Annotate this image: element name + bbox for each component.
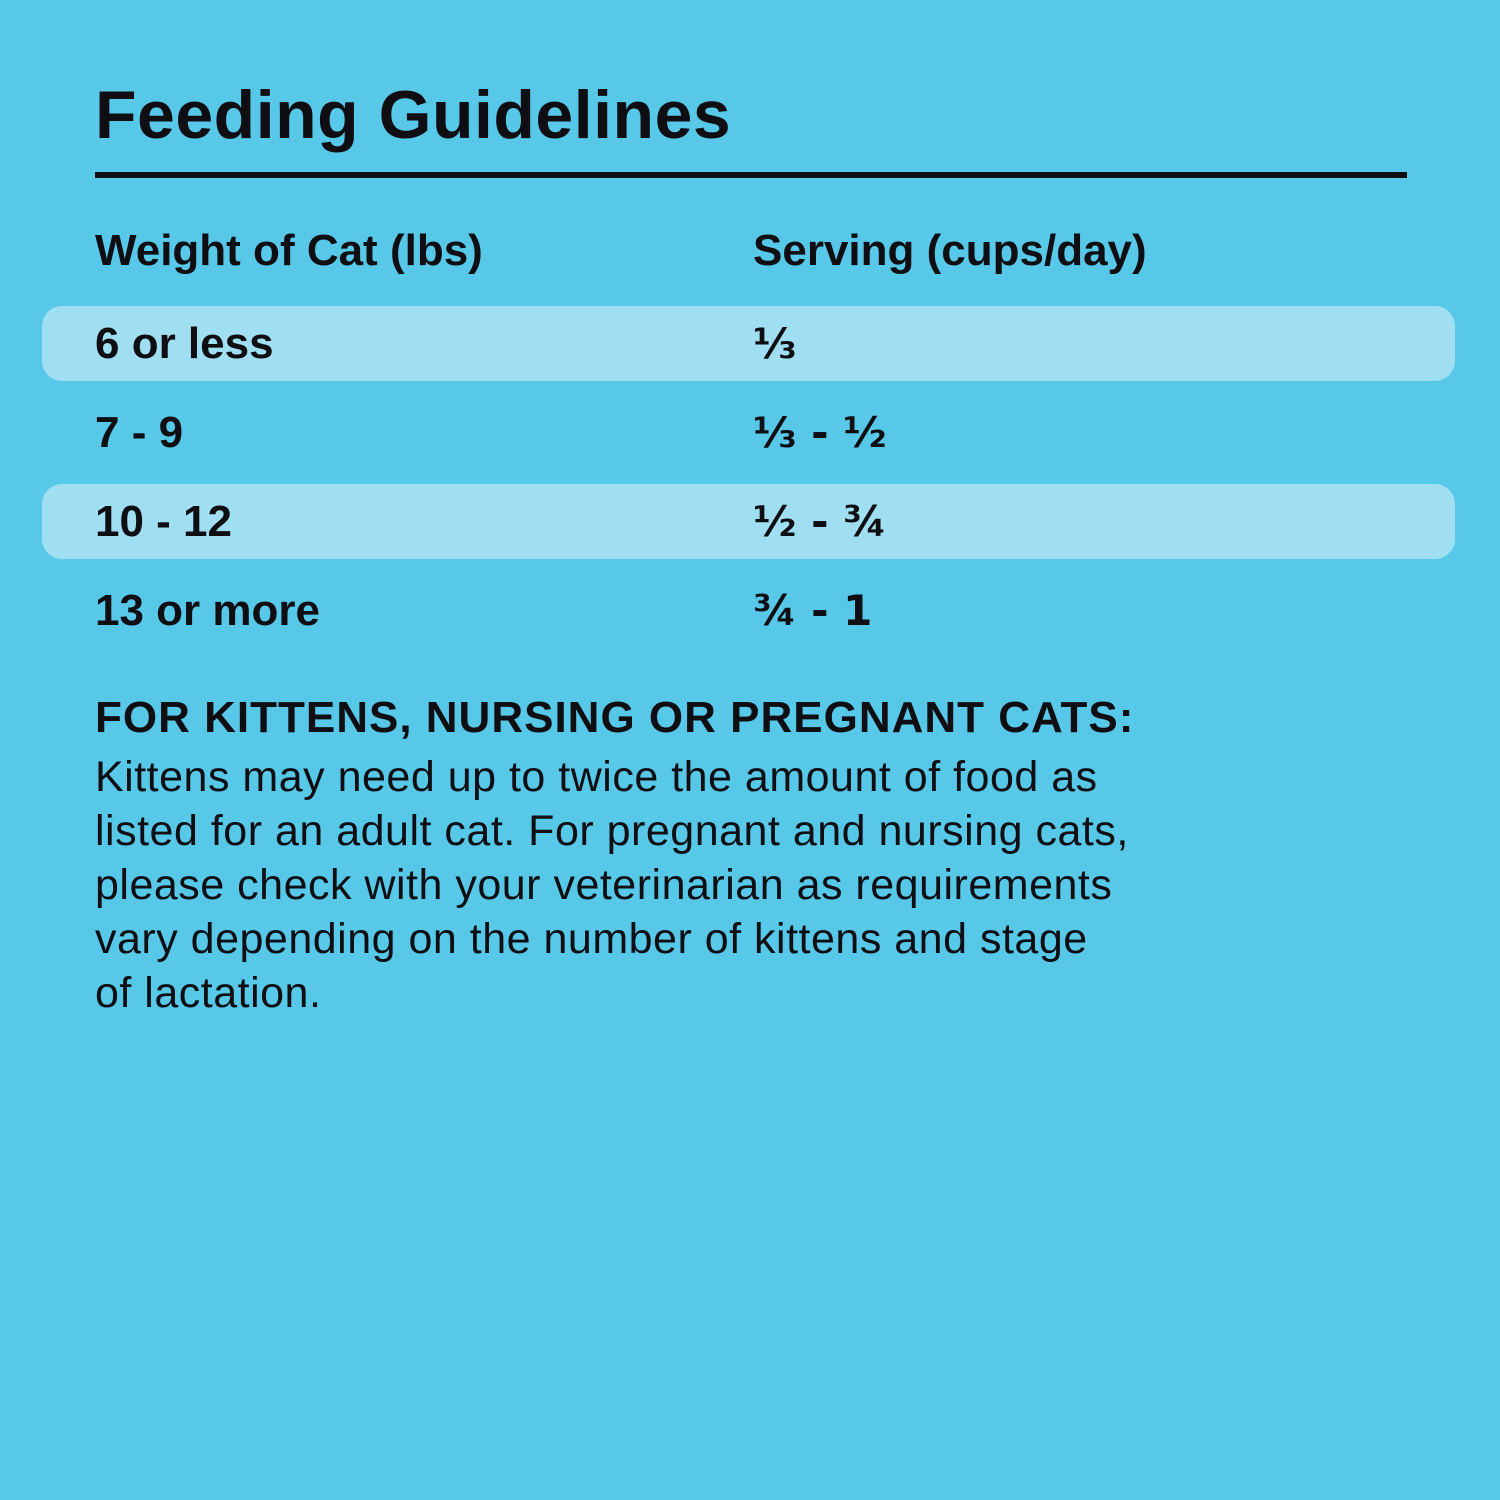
weight-cell: 7 - 9 xyxy=(95,407,184,457)
page-title: Feeding Guidelines xyxy=(95,77,732,153)
table-header-row xyxy=(95,228,1407,274)
panel-content xyxy=(42,77,1455,1020)
table-row xyxy=(42,395,1455,470)
weight-cell: 10 - 12 xyxy=(95,496,232,546)
weight-cell: 13 or more xyxy=(95,585,320,635)
serving-cell: ⅓ xyxy=(753,319,797,368)
note-line: listed for an adult cat. For pregnant and nursing cats, xyxy=(95,807,1129,855)
note-body xyxy=(95,750,1407,1020)
note-line: Kittens may need up to twice the amount of food as xyxy=(95,753,1098,801)
table-row xyxy=(42,306,1455,381)
note-line: of lactation. xyxy=(95,969,322,1017)
note-heading: FOR KITTENS, NURSING OR PREGNANT CATS: xyxy=(95,693,1135,742)
kittens-note-section xyxy=(95,694,1407,1020)
feeding-table xyxy=(42,306,1455,648)
title-underline-rule xyxy=(95,172,1407,178)
note-line: please check with your veterinarian as requirements xyxy=(95,861,1113,909)
column-header-serving: Serving (cups/day) xyxy=(753,226,1147,275)
serving-cell: ⅓ - ½ xyxy=(753,408,887,457)
serving-cell: ½ - ¾ xyxy=(753,497,887,546)
weight-cell: 6 or less xyxy=(95,318,274,368)
column-header-weight: Weight of Cat (lbs) xyxy=(95,226,483,275)
note-line: vary depending on the number of kittens and stage xyxy=(95,915,1088,963)
serving-cell: ¾ - 1 xyxy=(753,586,873,635)
table-row xyxy=(42,573,1455,648)
table-row xyxy=(42,484,1455,559)
